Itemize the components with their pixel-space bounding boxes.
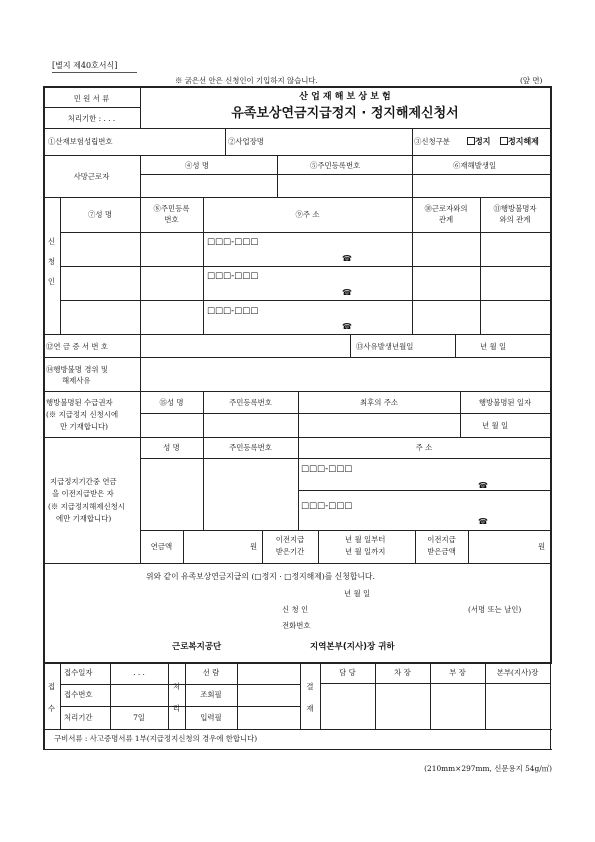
field-missing-date: 행방불명된 일자	[478, 398, 532, 407]
field-rrn: ⑤주민등록번호	[310, 161, 361, 170]
phone-icon: ☎	[342, 322, 352, 331]
field-last-address: 최후의 주소	[359, 398, 399, 407]
approver-manager: 부 장	[449, 668, 466, 677]
processing-period: 처리기한 : . . .	[67, 114, 116, 123]
phone-icon: ☎	[342, 254, 352, 263]
input-done-label: 입력필	[200, 713, 222, 722]
phone-icon: ☎	[478, 481, 488, 490]
period-from: 년 월 일부터	[345, 535, 386, 544]
field-relation-missing: ⑪행방불명자	[493, 204, 537, 213]
missing-date-value: 년 월 일	[482, 421, 509, 430]
field-applicant-address: ⑨주 소	[295, 210, 320, 219]
inquiry-done-label: 조회필	[200, 690, 222, 699]
field-missing-rrn: 주민등록번호	[229, 398, 272, 407]
declaration-text: 위와 같이 유족보상연금지급의 (□정지 · □정지해제)를 신청합니다.	[146, 572, 375, 581]
option-release[interactable]: 정지해제	[500, 137, 539, 146]
processing-vertical-label: 처 리	[172, 682, 181, 713]
organization-name: 근로복지공단	[172, 642, 222, 652]
release-checkbox[interactable]	[500, 137, 508, 145]
field-previous-address: 주 소	[415, 443, 433, 452]
postcode-boxes[interactable]: □□□-□□□	[207, 306, 259, 316]
period-to: 년 월 일까지	[345, 547, 386, 556]
stop-checkbox[interactable]	[467, 137, 475, 145]
field-previous-rrn: 주민등록번호	[229, 443, 272, 452]
field-applicant-rrn: ⑧주민등록	[153, 204, 190, 213]
field-pension-amount: 연금액	[150, 542, 173, 551]
document-page: [별지 제40호서식] ※ 굵은선 안은 신청인이 기입하지 않습니다. (앞 면) 민 원 서 류 처리기한 : . . . 산 업 재 해 보 상 보 험 유족보상연금지급정지 · 정지해제신청서 ①산재보험성립번호 ②사업장명 ③신청구분 정지 정지해제 사망근로자 ④성 명 ⑤주민등록번호 ⑥재해발생일 신 청 인 ⑦성 명 ⑧주민등록 번호 ⑨주 소 ⑩근로자와의 관계 ⑪행방불명자 와의 관계 □□□-□□□ ☎ □□□-□□□ ☎ □□□-□□□ ☎ ⑫연 금 증 서 번 호 ⑬사유발생년월일 년 월 일 ⑭행방불명 경위 및 해제사유 행방불명된 수급권자 (※ 지급정지 신청시에 만 기재합니다) ⑮성 명 주민등록번호 최후의 주소 행방불명된 일자 년 월 일 지급정지기간중 연금 을 이전지급받은 자 (※ 지급정지해제신청시 에만 기재합니다) 성 명 주민등록번호 주 소 □□□-□□□ ☎ □□□-□□□ ☎ 연금액 원 이전지급 받은기간 년 월 일부터 년 월 일까지 이전지급 받은금액 원 위와 같이 유족보상연금지급의 (□정지 · □정지해제)를 신청합니다. 년 월 일 신 청 인 (서명 또는 날인) 전화번호 근로복지공단 지역본부(지사)장 귀하 접 수 접수일자 . . . 접수번호 처리기간 7일 처 리 선 람 조회필 입력필 결 재 담 당 차 장 부 장 본부(지사)장 구비서류 : 사고증명서류 1부(지급정지신청의 경우에 한합니다) (210mm×297mm, 신문용지 54g/㎡)	[0, 0, 595, 842]
approver-staff: 담 당	[339, 668, 356, 677]
receipt-date-label: 접수일자	[64, 668, 93, 677]
approval-vertical-label: 결 재	[306, 682, 314, 713]
field-previous-name: 성 명	[163, 443, 180, 452]
field-accident-date: ⑥재해발생일	[453, 161, 497, 170]
field-relation-worker: ⑩근로자와의	[424, 204, 468, 213]
postcode-boxes[interactable]: □□□-□□□	[301, 501, 353, 511]
phone-icon: ☎	[478, 517, 488, 526]
field-prev-period: 이전지급	[275, 535, 305, 544]
applicant-vertical-label: 신 청 인	[47, 237, 56, 286]
processing-period-label: 처리기간	[64, 713, 93, 722]
field-workplace-name: ②사업장명	[228, 137, 264, 146]
won-unit: 원	[250, 542, 258, 551]
field-workplace-number: ①산재보험성립번호	[48, 137, 113, 146]
notice-text: ※ 굵은선 안은 신청인이 기입하지 않습니다.	[175, 76, 318, 85]
field-certificate-number: ⑫연 금 증 서 번 호	[46, 342, 108, 351]
field-name: ④성 명	[185, 161, 210, 170]
cause-date-value: 년 월 일	[480, 342, 507, 351]
required-documents: 구비서류 : 사고증명서류 1부(지급정지신청의 경우에 한합니다)	[54, 734, 258, 743]
review-label: 선 람	[202, 668, 220, 677]
receipt-number-label: 접수번호	[64, 690, 93, 699]
form-number: [별지 제40호서식]	[52, 61, 118, 70]
field-application-type: ③신청구분	[414, 137, 450, 146]
field-prev-amount: 이전지급	[427, 535, 456, 544]
field-applicant-name: ⑦성 명	[87, 210, 113, 219]
agency-title: 산 업 재 해 보 상 보 험	[299, 92, 391, 102]
phone-icon: ☎	[342, 288, 352, 297]
applicant-signature-label: 신 청 인	[282, 605, 309, 614]
previous-payee-label: 지급정지기간중 연금	[50, 477, 117, 486]
declaration-date: 년 월 일	[344, 589, 371, 598]
field-missing-name: ⑮성 명	[159, 398, 184, 407]
postcode-boxes[interactable]: □□□-□□□	[301, 464, 353, 474]
missing-beneficiary-label: 행방불명된 수급권자	[46, 398, 113, 407]
processing-days: 7일	[133, 713, 145, 722]
receipt-date-value: . . .	[133, 668, 145, 677]
docs-label: 민 원 서 류	[73, 94, 110, 103]
paper-spec: (210mm×297mm, 신문용지 54g/㎡)	[424, 764, 552, 773]
postcode-boxes[interactable]: □□□-□□□	[207, 237, 259, 247]
field-cause-date: ⑬사유발생년월일	[356, 342, 414, 351]
branch-addressee: 지역본부(지사)장 귀하	[310, 642, 395, 652]
postcode-boxes[interactable]: □□□-□□□	[207, 271, 259, 281]
approver-deputy: 차 장	[394, 668, 411, 677]
signature-note: (서명 또는 날인)	[468, 605, 522, 614]
page-side: (앞 면)	[520, 76, 543, 85]
form-title: 유족보상연금지급정지 · 정지해제신청서	[231, 106, 459, 121]
won-unit: 원	[538, 542, 546, 551]
option-stop[interactable]: 정지	[467, 137, 490, 146]
field-missing-reason: ⑭행방불명 경위 및	[46, 365, 109, 374]
receipt-vertical-label: 접 수	[47, 682, 56, 713]
telephone-label: 전화번호	[282, 621, 311, 630]
approver-director: 본부(지사)장	[496, 668, 539, 677]
deceased-worker-label: 사망근로자	[73, 172, 110, 181]
